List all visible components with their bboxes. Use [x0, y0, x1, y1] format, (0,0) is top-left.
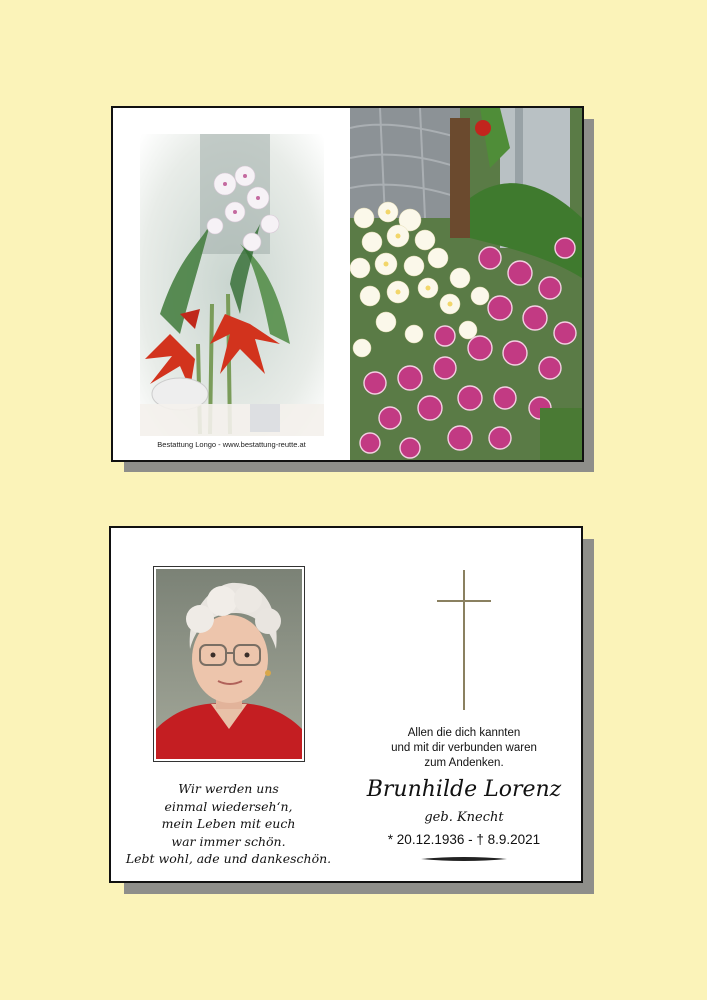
intro-line: Allen die dich kannten — [407, 727, 521, 739]
front-card — [111, 106, 584, 462]
front-card-right-panel — [350, 108, 582, 460]
portrait-photo — [156, 569, 302, 759]
poem-line: Lebt wohl, ade und dankeschön. — [125, 851, 332, 866]
deceased-name: Brunhilde Lorenz — [366, 777, 562, 802]
funeral-home-credit: Bestattung Longo - www.bestattung-reutte.at — [157, 440, 306, 449]
memorial-card — [109, 526, 583, 883]
petunia-flowers-photo — [350, 108, 582, 460]
portrait-frame — [153, 566, 305, 762]
poem-line: einmal wiederseh‘n, — [164, 798, 293, 814]
poem — [121, 780, 336, 868]
orchid-amaryllis-photo — [140, 134, 324, 436]
ornament-divider-icon — [421, 855, 507, 863]
life-dates: * 20.12.1936 - † 8.9.2021 — [387, 832, 541, 847]
remembrance-text — [351, 726, 577, 771]
front-card-left-panel — [113, 108, 350, 460]
poem-line: war immer schön. — [171, 833, 286, 849]
intro-line: zum Andenken. — [424, 757, 504, 769]
cross-icon — [437, 570, 491, 710]
maiden-name: geb. Knecht — [424, 810, 504, 825]
poem-line: Wir werden uns — [178, 781, 279, 796]
intro-line: und mit dir verbunden waren — [391, 742, 537, 754]
poem-line: mein Leben mit euch — [161, 816, 296, 831]
